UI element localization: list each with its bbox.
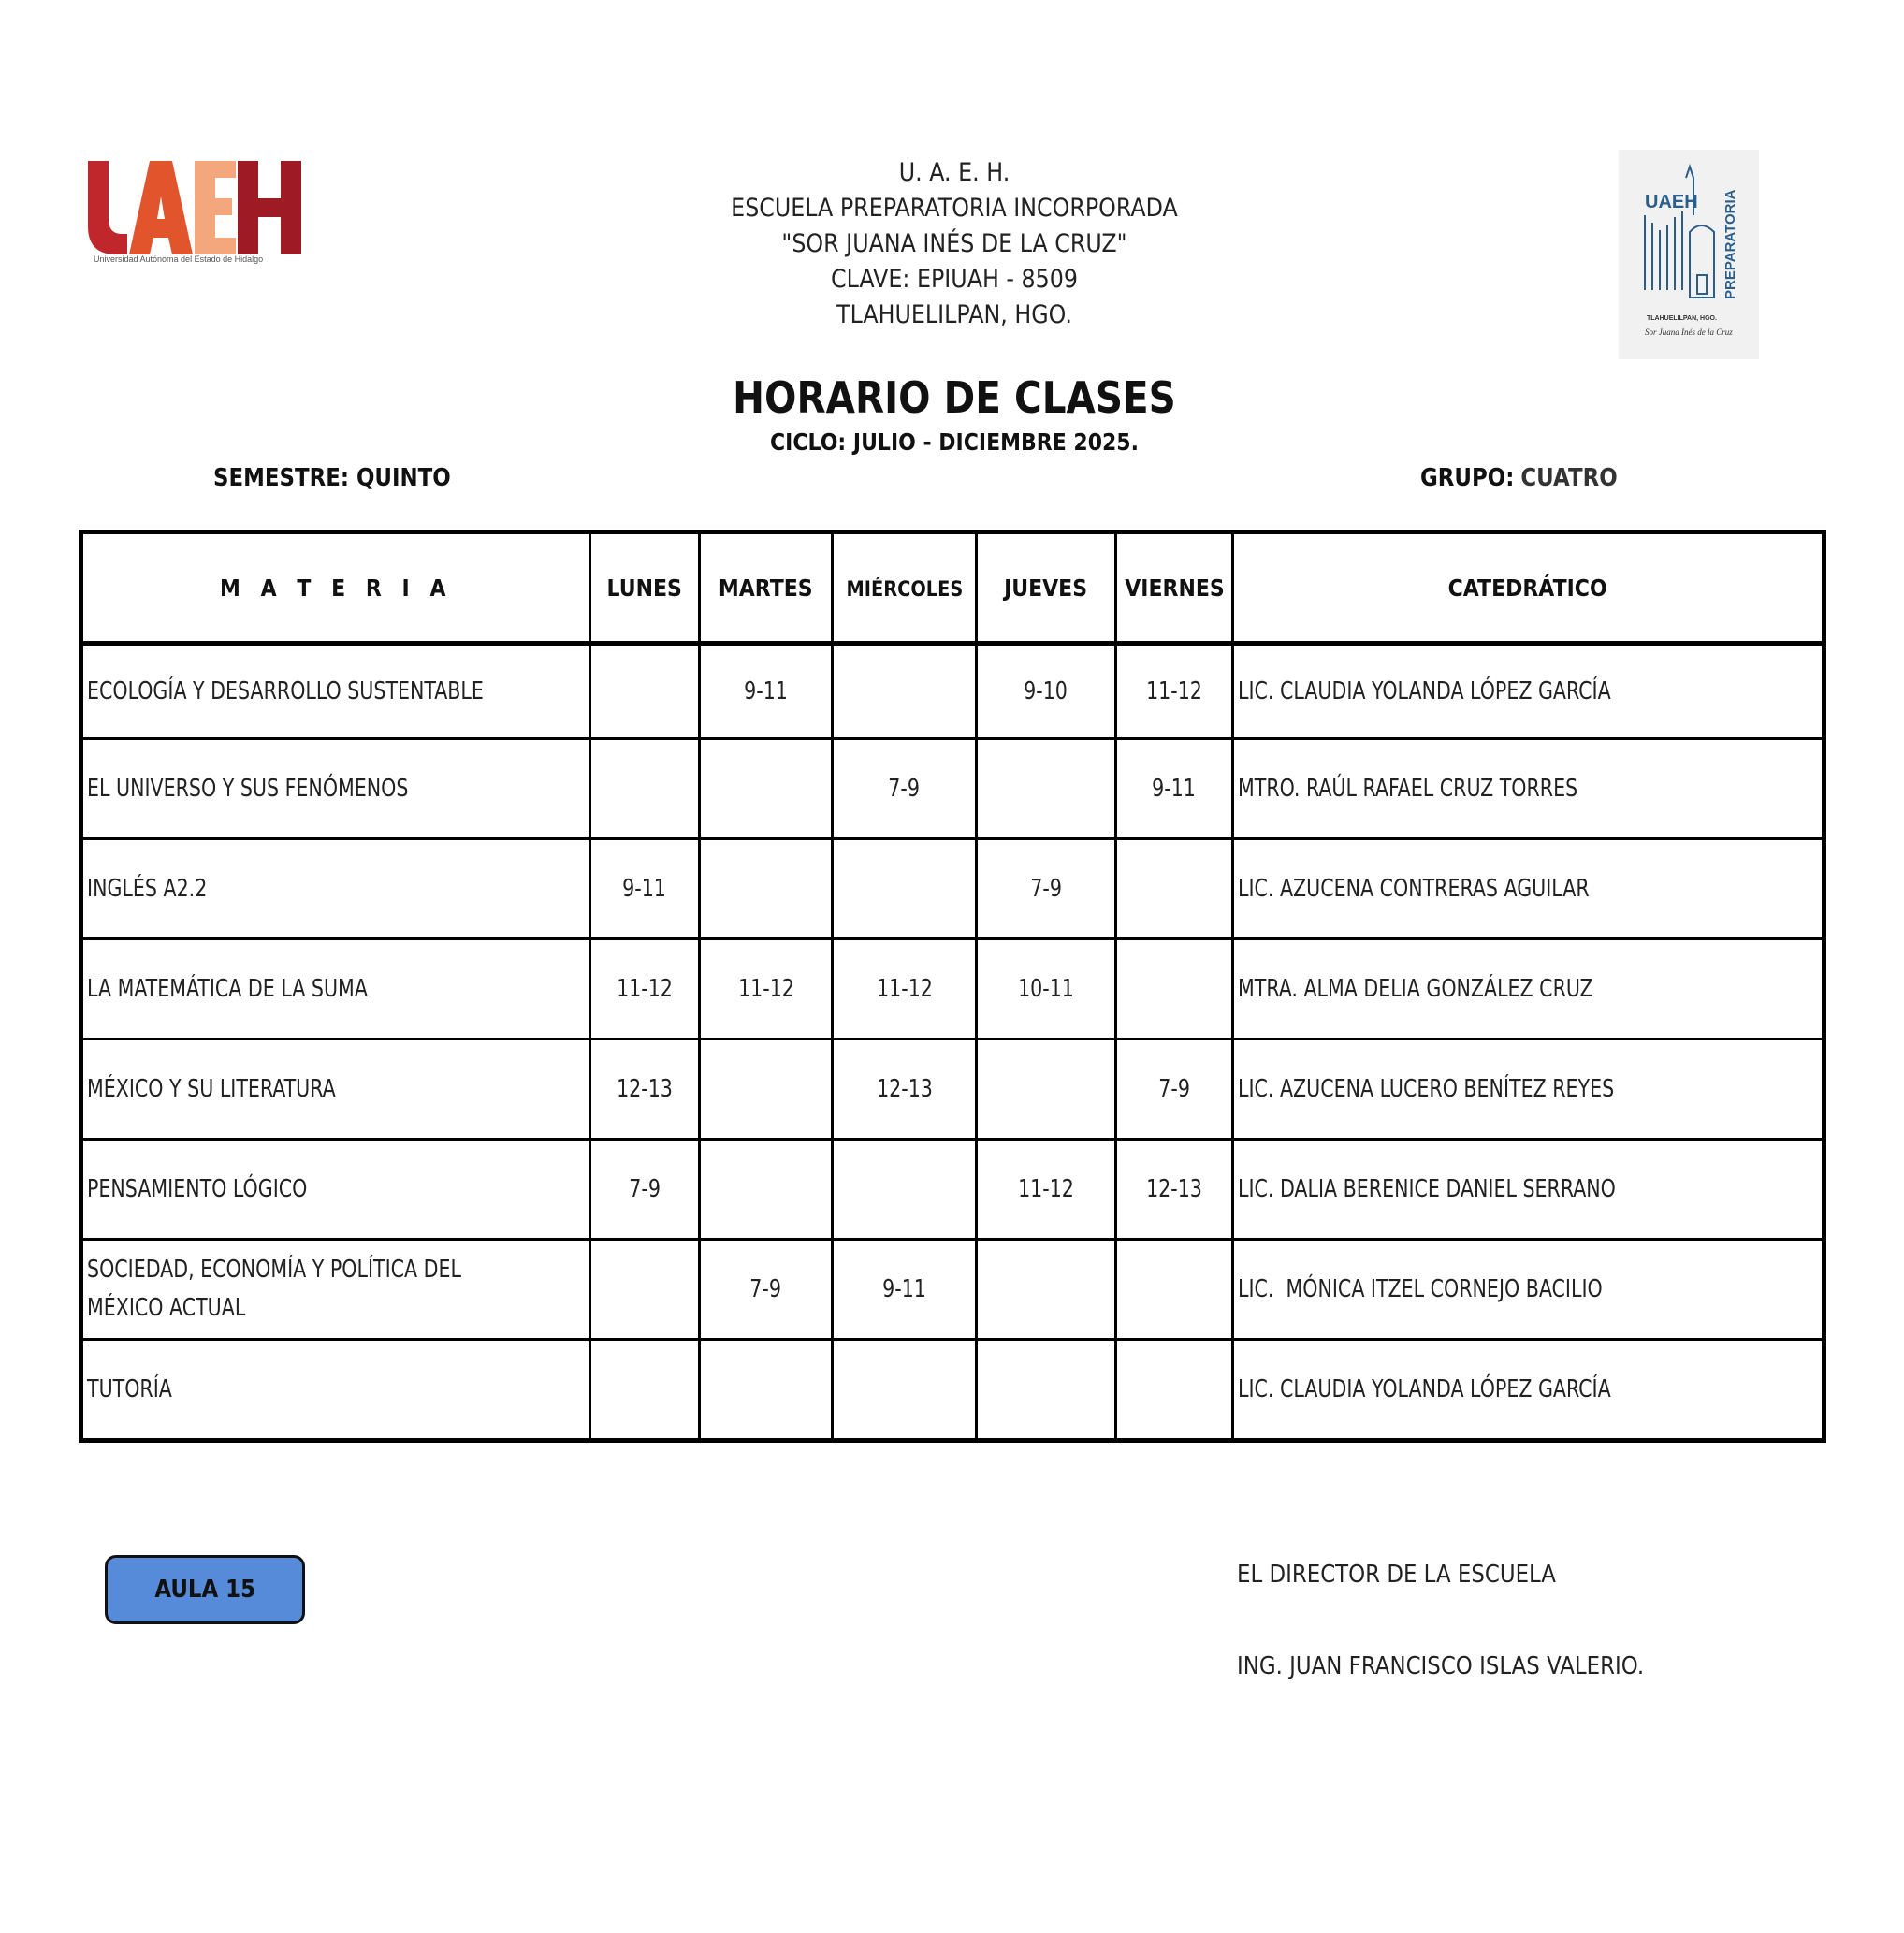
schedule-table: [79, 530, 1826, 1443]
preparatoria-logo-location: TLAHUELILPAN, HGO.: [1647, 315, 1717, 322]
lunes-cell: [590, 1240, 700, 1340]
viernes-cell: 11-12: [1116, 644, 1233, 739]
classroom-label: AULA 15: [154, 1576, 255, 1604]
header-lunes: LUNES: [590, 532, 700, 644]
miercoles-cell: [833, 1340, 977, 1441]
header-viernes: VIERNES: [1116, 532, 1233, 644]
teacher-cell: LIC. AZUCENA CONTRERAS AGUILAR: [1233, 839, 1824, 939]
semester-label: SEMESTRE: QUINTO: [213, 464, 451, 492]
lunes-cell: 9-11: [590, 839, 700, 939]
martes-cell: [700, 1340, 833, 1441]
header-miercoles: MIÉRCOLES: [833, 532, 977, 644]
header-line-uaeh: U. A. E. H.: [898, 158, 1010, 187]
subject-cell: LA MATEMÁTICA DE LA SUMA: [81, 939, 590, 1039]
table-row: [81, 739, 1824, 839]
miercoles-cell: 12-13: [833, 1039, 977, 1140]
preparatoria-logo-motto: Sor Juana Inés de la Cruz: [1645, 327, 1733, 337]
miercoles-cell: 7-9: [833, 739, 977, 839]
martes-cell: [700, 839, 833, 939]
table-row: [81, 939, 1824, 1039]
cycle-label: CICLO: JULIO - DICIEMBRE 2025.: [770, 429, 1139, 456]
subject-line-1: SOCIEDAD, ECONOMÍA Y POLÍTICA DEL: [87, 1256, 461, 1284]
table-row: [81, 839, 1824, 939]
subject-cell: ECOLOGÍA Y DESARROLLO SUSTENTABLE: [81, 644, 590, 739]
subject-cell: EL UNIVERSO Y SUS FENÓMENOS: [81, 739, 590, 839]
lunes-cell: 12-13: [590, 1039, 700, 1140]
martes-cell: [700, 1039, 833, 1140]
martes-cell: 9-11: [700, 644, 833, 739]
jueves-cell: [977, 1240, 1116, 1340]
header-line-location: TLAHUELILPAN, HGO.: [836, 300, 1072, 329]
lunes-cell: [590, 1340, 700, 1441]
teacher-cell: MTRO. RAÚL RAFAEL CRUZ TORRES: [1233, 739, 1824, 839]
viernes-cell: [1116, 1240, 1233, 1340]
group-value: CUATRO: [1520, 464, 1618, 492]
jueves-cell: [977, 739, 1116, 839]
lunes-cell: [590, 739, 700, 839]
subject-cell: INGLÉS A2.2: [81, 839, 590, 939]
lunes-cell: 7-9: [590, 1140, 700, 1240]
jueves-cell: 10-11: [977, 939, 1116, 1039]
miercoles-cell: [833, 644, 977, 739]
miercoles-cell: [833, 1140, 977, 1240]
header-materia: M A T E R I A: [81, 532, 590, 644]
table-row: [81, 1039, 1824, 1140]
header-line-school: ESCUELA PREPARATORIA INCORPORADA: [731, 194, 1178, 223]
miercoles-cell: [833, 839, 977, 939]
group-label-text: GRUPO:: [1420, 464, 1515, 492]
uaeh-logo: [88, 161, 301, 266]
teacher-cell: LIC. CLAUDIA YOLANDA LÓPEZ GARCÍA: [1233, 1340, 1824, 1441]
subject-cell: [81, 1240, 590, 1340]
miercoles-cell: 9-11: [833, 1240, 977, 1340]
jueves-cell: [977, 1039, 1116, 1140]
header-martes: MARTES: [700, 532, 833, 644]
viernes-cell: [1116, 1340, 1233, 1441]
table-header-row: [81, 532, 1824, 644]
subject-cell: TUTORÍA: [81, 1340, 590, 1441]
viernes-cell: 12-13: [1116, 1140, 1233, 1240]
jueves-cell: [977, 1340, 1116, 1441]
director-title: EL DIRECTOR DE LA ESCUELA: [1237, 1561, 1556, 1589]
jueves-cell: 11-12: [977, 1140, 1116, 1240]
subject-line-2: MÉXICO ACTUAL: [87, 1294, 246, 1322]
jueves-cell: 9-10: [977, 644, 1116, 739]
viernes-cell: 7-9: [1116, 1039, 1233, 1140]
director-name: ING. JUAN FRANCISCO ISLAS VALERIO.: [1237, 1652, 1645, 1680]
classroom-badge: [105, 1555, 305, 1624]
viernes-cell: [1116, 939, 1233, 1039]
preparatoria-logo-vertical-text: PREPARATORIA: [1722, 189, 1738, 299]
martes-cell: 11-12: [700, 939, 833, 1039]
table-row: [81, 644, 1824, 739]
teacher-cell: LIC. CLAUDIA YOLANDA LÓPEZ GARCÍA: [1233, 644, 1824, 739]
martes-cell: 7-9: [700, 1240, 833, 1340]
lunes-cell: [590, 644, 700, 739]
header-line-clave: CLAVE: EPIUAH - 8509: [831, 265, 1078, 294]
preparatoria-logo-uaeh-text: UAEH: [1645, 192, 1698, 212]
teacher-cell: LIC. AZUCENA LUCERO BENÍTEZ REYES: [1233, 1039, 1824, 1140]
teacher-cell: MTRA. ALMA DELIA GONZÁLEZ CRUZ: [1233, 939, 1824, 1039]
school-header: [642, 155, 1268, 333]
page-title: HORARIO DE CLASES: [733, 372, 1176, 423]
viernes-cell: 9-11: [1116, 739, 1233, 839]
header-line-name: "SOR JUANA INÉS DE LA CRUZ": [781, 229, 1127, 258]
miercoles-cell: 11-12: [833, 939, 977, 1039]
martes-cell: [700, 739, 833, 839]
viernes-cell: [1116, 839, 1233, 939]
lunes-cell: 11-12: [590, 939, 700, 1039]
group-label: [1420, 464, 1618, 492]
teacher-cell: LIC. DALIA BERENICE DANIEL SERRANO: [1233, 1140, 1824, 1240]
martes-cell: [700, 1140, 833, 1240]
table-row: [81, 1240, 1824, 1340]
header-catedratico: CATEDRÁTICO: [1233, 532, 1824, 644]
subject-cell: MÉXICO Y SU LITERATURA: [81, 1039, 590, 1140]
jueves-cell: 7-9: [977, 839, 1116, 939]
preparatoria-logo: [1619, 150, 1759, 359]
header-jueves: JUEVES: [977, 532, 1116, 644]
uaeh-logo-tagline: Universidad Autónoma del Estado de Hidalgo: [94, 254, 264, 264]
preparatoria-emblem-icon: [1619, 150, 1759, 359]
teacher-cell: LIC. MÓNICA ITZEL CORNEJO BACILIO: [1233, 1240, 1824, 1340]
table-row: [81, 1140, 1824, 1240]
subject-cell: PENSAMIENTO LÓGICO: [81, 1140, 590, 1240]
table-row: [81, 1340, 1824, 1441]
